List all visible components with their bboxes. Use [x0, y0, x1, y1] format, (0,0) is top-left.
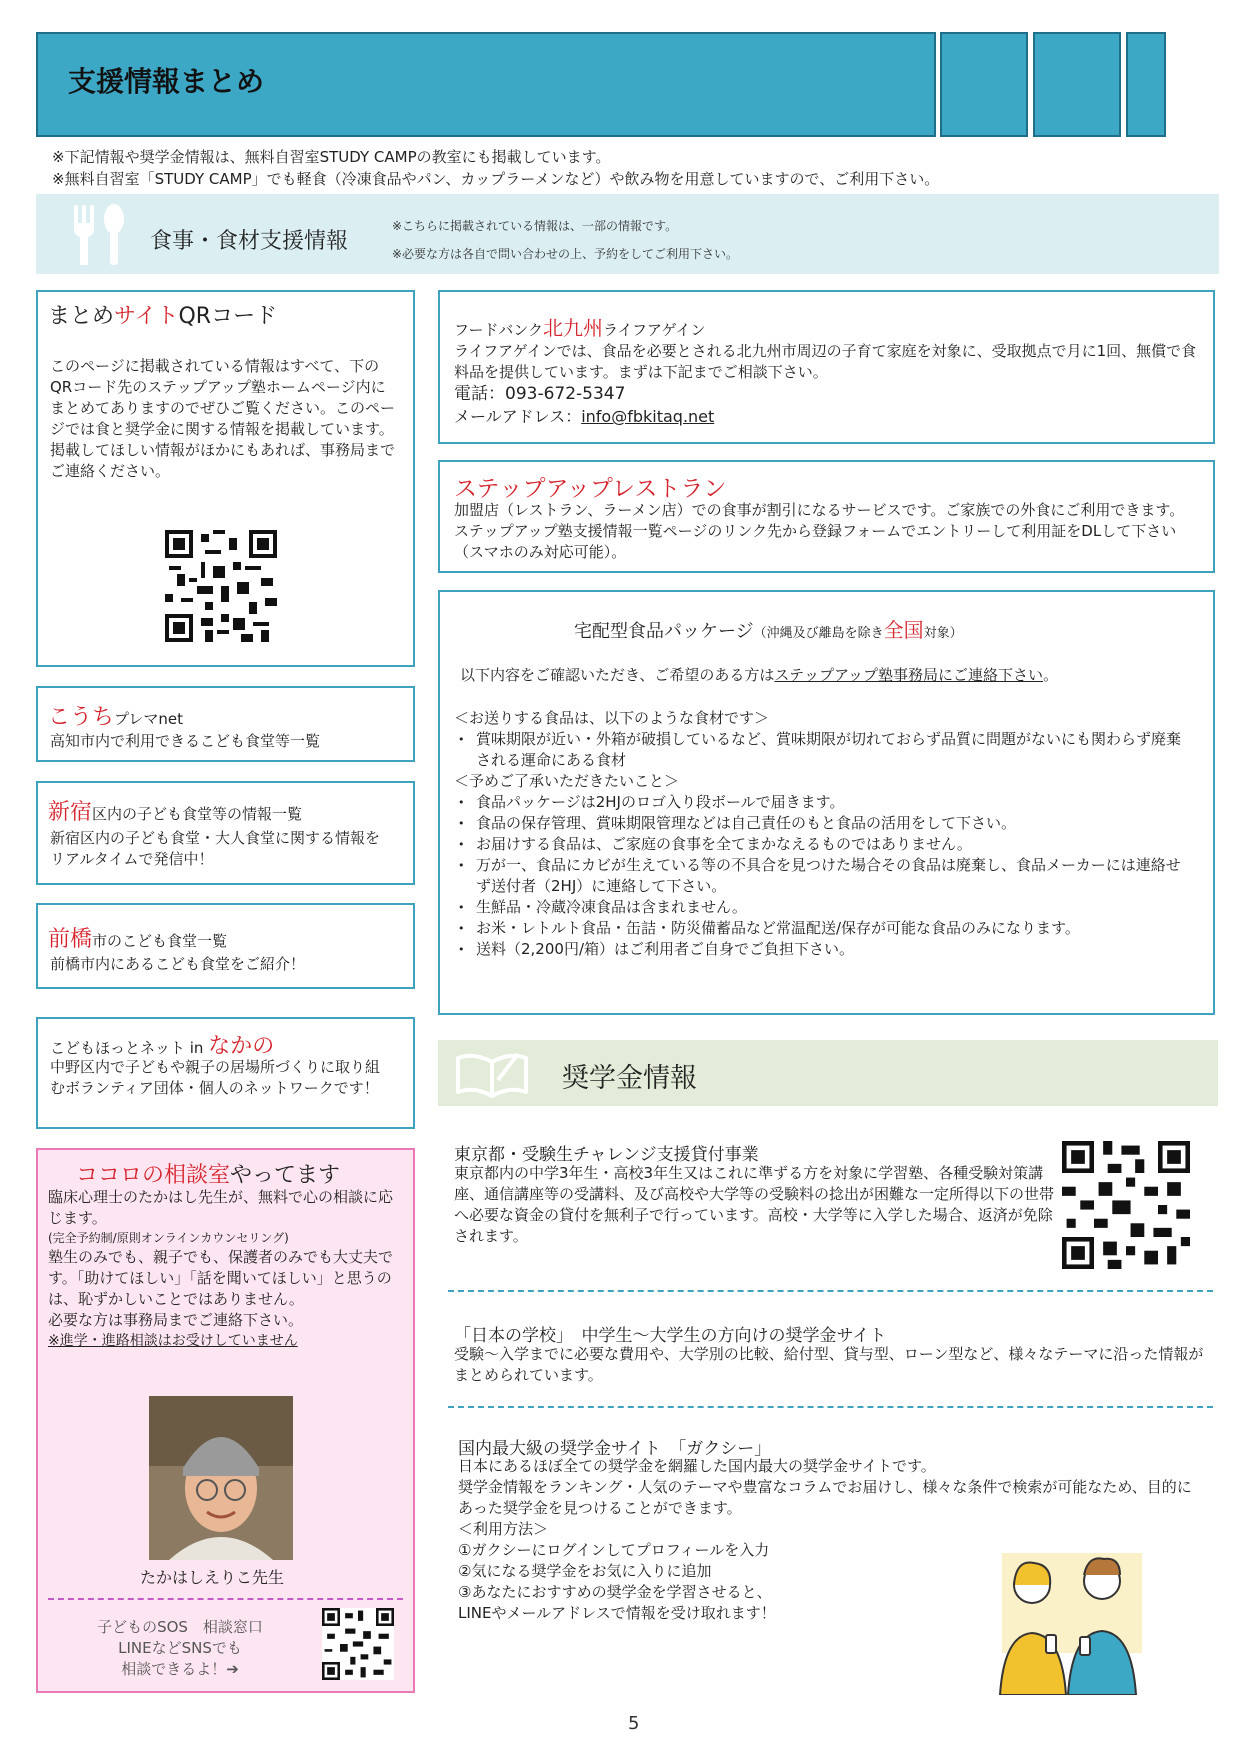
- sos-qr-code[interactable]: [322, 1608, 394, 1680]
- list-item: • 万が一、食品にカビが生えている等の不具合を見つけた場合その食品は廃棄し、食品メーカーには連絡せず送付者（2HJ）に連絡して下さい。: [454, 855, 1194, 897]
- delivery-title: 宅配型食品パッケージ（沖縄及び離島を除き全国対象）: [574, 618, 963, 642]
- nihon-body: 受験～入学までに必要な費用や、大学別の比較、給付型、貸与型、ローン型など、様々なテーマに沿った情報がまとめられています。: [454, 1345, 1204, 1384]
- foodbank-body: ライフアゲインでは、食品を必要とされる北九州市周辺の子育て家庭を対象に、受取拠点で月に1回、無償で食料品を提供しています。まずは下記までご相談下さい。: [454, 342, 1197, 381]
- scholarship-title: 奨学金情報: [562, 1063, 697, 1094]
- qr-summary-title: まとめサイトQRコード: [48, 304, 278, 329]
- counselor-caption: たかはしえりこ先生: [140, 1568, 285, 1587]
- page-title: 支援情報まとめ: [68, 65, 265, 98]
- kochi-title: こうちプレマnet: [48, 705, 184, 730]
- food-section-title: 食事・食材支援情報: [150, 229, 349, 254]
- qr-summary-body: このページに掲載されている情報はすべて、下のQRコード先のステップアップ塾ホームページ内にまとめてありますのでぜひご覧ください。このページでは食と奨学金に関する情報を掲載しています。掲載してほしい情報がほかにもあれば、事務局までご連絡ください。: [50, 357, 396, 480]
- kochi-body: 高知市内で利用できるこども食堂等一覧: [50, 732, 321, 750]
- food-section-note: ※こちらに掲載されている情報は、一部の情報です。 ※必要な方は各自で問い合わせの上、予約をしてご利用下さい。: [392, 219, 739, 261]
- nihon-title: 「日本の学校」 中学生～大学生の方向けの奨学金サイト: [454, 1326, 887, 1346]
- maebashi-body: 前橋市内にあるこども食堂をご紹介！: [50, 955, 306, 973]
- gakushi-title: 国内最大級の奨学金サイト 「ガクシー」: [458, 1439, 772, 1459]
- list-item: • お米・レトルト食品・缶詰・防災備蓄品など常温配送/保存が可能な食品のみになります。: [454, 918, 1194, 939]
- list-item: • 送料（2,200円/箱）はご利用者ご自身でご負担下さい。: [454, 939, 1194, 960]
- kokoro-title: ココロの相談室やってます: [76, 1163, 341, 1188]
- list-item: • 賞味期限が近い・外箱が破損しているなど、賞味期限が切れておらず品質に問題がないにも関わらず廃棄される運命にある食材: [454, 729, 1194, 771]
- qr-code[interactable]: [165, 530, 277, 642]
- restaurant-title: ステップアップレストラン: [454, 476, 727, 502]
- contact-link[interactable]: ステップアップ塾事務局にご連絡下さい: [774, 666, 1044, 684]
- note-line: ※無料自習室「STUDY CAMP」でも軽食（冷凍食品やパン、カップラーメンなど）や飲み物を用意していますので、ご利用下さい。: [52, 170, 940, 188]
- nakano-title: こどもほっとネット in なかの: [50, 1034, 275, 1059]
- tokyo-body: 東京都内の中学3年生・高校3年生又はこれに準ずる方を対象に学習塾、各種受験対策講座、通信講座等の受講料、及び高校や大学等の受験料の捻出が困難な一定所得以下の世帯へ必要な資金の貸付を無利子で行っています。高校・大学等に入学した場合、返済が免除されます。: [454, 1164, 1055, 1245]
- kokoro-body: 臨床心理士のたかはし先生が、無料で心の相談に応じます。 (完全予約制/原則オンラインカウンセリング) 塾生のみでも、親子でも、保護者のみでも大丈夫です。「助けてほしい」「話を聞いてほしい」と思うのは、恥ずかしいことではありません。 必要な方は事務局までご連絡下さい。 ※進学・進路相談はお受けしていません: [48, 1188, 394, 1349]
- header-decor-square: [940, 32, 1028, 137]
- list-item: • 食品の保存管理、賞味期限管理などは自己責任のもと食品の活用をして下さい。: [454, 813, 1194, 834]
- scholarship-band: [438, 1040, 1218, 1106]
- foodbank-tel: 電話：093-672-5347: [454, 384, 626, 404]
- notes: [52, 146, 939, 190]
- nakano-body: 中野区内で子どもや親子の居場所づくりに取り組むボランティア団体・個人のネットワークです！: [50, 1058, 381, 1097]
- tokyo-title: 東京都・受験生チャレンジ支援貸付事業: [454, 1145, 759, 1165]
- page-number: 5: [628, 1713, 640, 1734]
- list-item: • 食品パッケージは2HJのロゴ入り段ボールで届きます。: [454, 792, 1194, 813]
- mail-link[interactable]: info@fbkitaq.net: [581, 407, 715, 426]
- sos-text: 子どものSOS 相談窓口 LINEなどSNSでも 相談できるよ！➔: [97, 1618, 263, 1678]
- counselor-photo: [149, 1396, 293, 1560]
- tokyo-qr-code[interactable]: [1062, 1141, 1190, 1269]
- list-item: • お届けする食品は、ご家庭の食事を全てまかなえるものではありません。: [454, 834, 1194, 855]
- foodbank-mail: メールアドレス：info@fbkitaq.net: [454, 407, 715, 426]
- cutlery-icon: [70, 203, 130, 271]
- delivery-details: ＜お送りする食品は、以下のような食材です＞ • 賞味期限が近い・外箱が破損しているなど、賞味期限が切れておらず品質に問題がないにも関わらず廃棄される運命にある食材 ＜予めご了承いただきたいこと＞ • 食品パッケージは2HJのロゴ入り段ボールで届きます。 • 食品の保存管理、賞味期限管理などは自己責任のもと食品の活用をして下さい。 • お届けする食品は、ご家庭の食事を全てまかなえるものではありません。 • 万が一、食品にカビが生えている等の不具合を見つけた場合その食品は廃棄し、食品メーカーには連絡せず送付者（2HJ）に連絡して下さい。 • 生鮮品・冷蔵冷凍食品は含まれません。 • お米・レトルト食品・缶詰・防災備蓄品など常温配送/保存が可能な食品のみになります。 • 送料（2,200円/箱）はご利用者ご自身でご負担下さい。: [454, 708, 1194, 960]
- header-decor-square: [1033, 32, 1121, 137]
- divider: [448, 1406, 1213, 1408]
- gakushi-body: 日本にあるほぼ全ての奨学金を網羅した国内最大の奨学金サイトです。 奨学金情報をランキング・人気のテーマや豊富なコラムでお届けし、様々な条件で検索が可能なため、目的にあった奨学金を見つけることができます。 ＜利用方法＞ ①ガクシーにログインしてプロフィールを入力 ②気になる奨学金をお気に入りに追加 ③あなたにおすすめの奨学金を学習させると、 LINEやメールアドレスで情報を受け取れます！: [458, 1457, 1192, 1622]
- restaurant-body: 加盟店（レストラン、ラーメン店）での食事が割引になるサービスです。ご家族での外食にご利用できます。ステップアップ塾支援情報一覧ページのリンク先から登録フォームでエントリーして利用証をDLして下さい（スマホのみ対応可能）。: [454, 501, 1185, 561]
- maebashi-title: 前橋市のこども食堂一覧: [48, 927, 228, 952]
- foodbank-title: フードバンク北九州ライフアゲイン: [454, 316, 706, 340]
- header-decor-square: [1126, 32, 1166, 137]
- shinjuku-body: 新宿区内の子ども食堂・大人食堂に関する情報をリアルタイムで発信中！: [50, 829, 381, 868]
- list-item: • 生鮮品・冷蔵冷凍食品は含まれません。: [454, 897, 1194, 918]
- people-with-phones-illustration: [980, 1545, 1150, 1699]
- divider: [448, 1290, 1213, 1292]
- note-line: ※下記情報や奨学金情報は、無料自習室STUDY CAMPの教室にも掲載しています。: [52, 148, 611, 166]
- shinjuku-title: 新宿区内の子ども食堂等の情報一覧: [48, 800, 303, 825]
- delivery-intro: 以下内容をご確認いただき、ご希望のある方はステップアップ塾事務局にご連絡下さい。: [460, 666, 1059, 684]
- divider: [48, 1598, 403, 1600]
- book-icon: [452, 1044, 534, 1104]
